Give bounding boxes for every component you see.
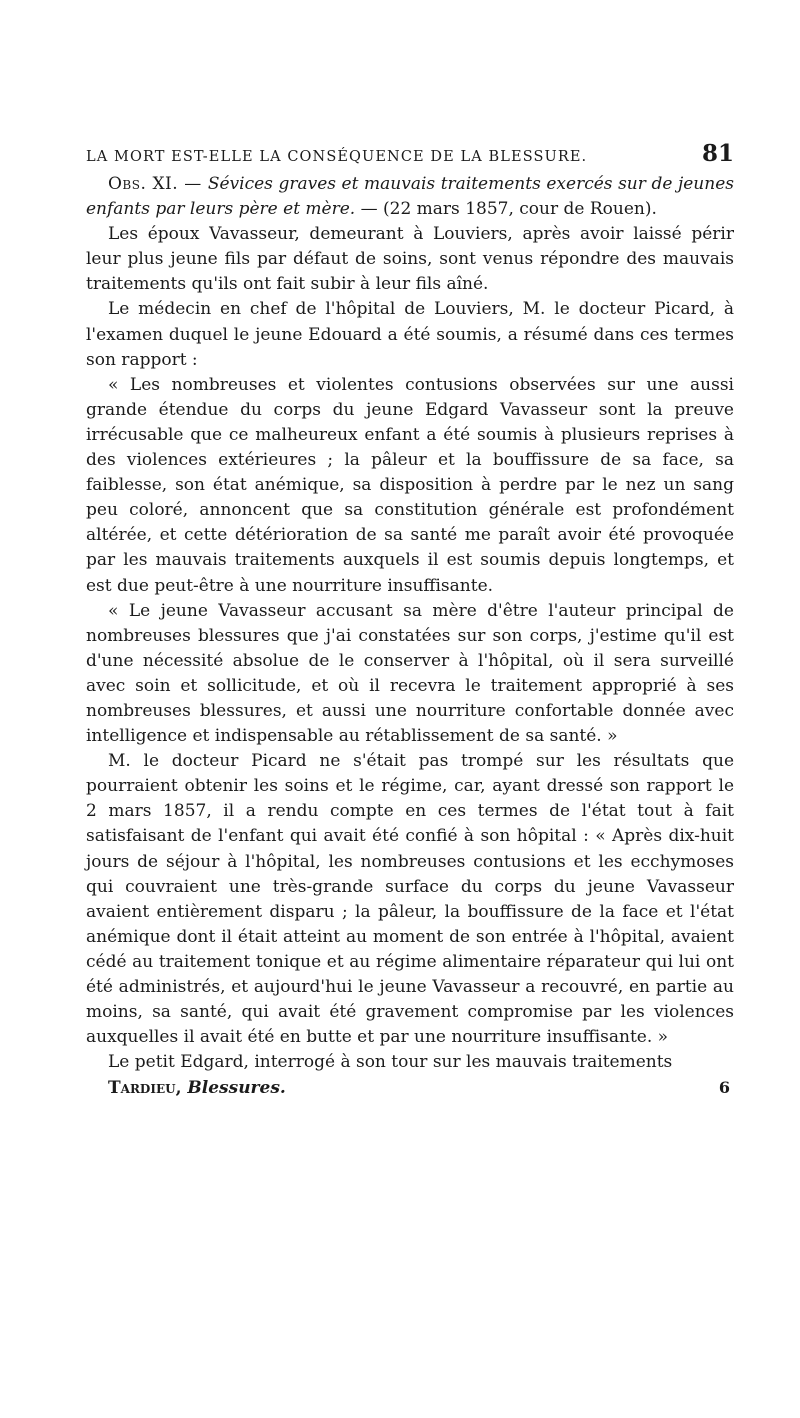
page-footer [86,1075,734,1101]
footer-work: Blessures. [187,1078,286,1099]
book-page [86,140,734,1101]
observation-title: Sévices graves et mauvais traitements exercés sur de jeunes enfants par leurs père et mère. [86,174,734,220]
paragraph: Le médecin en chef de l'hôpital de Louviers, M. le docteur Picard, à l'examen duquel le jeune Edouard a été soumis, a résumé dans ces termes son rapport : [86,299,734,370]
signature-mark: 6 [718,1078,730,1098]
observation-heading [86,172,734,222]
paragraph: Le petit Edgard, interrogé à son tour sur les mauvais traitements [108,1052,673,1073]
paragraph: « Le jeune Vavasseur accusant sa mère d'être l'auteur principal de nombreuses blessures que j'ai constatées sur son corps, j'estime qu'il est d'une nécessité absolue de le conserver à l'hôpital, où il sera surveillé avec soin et sollicitude, et où il recevra le traitement approprié à ses nombreuses blessures, et aussi une nourriture confortable donnée avec intelligence et indispensable au rétablissement de sa santé. » [86,600,734,747]
body-text [86,172,734,1075]
running-title: LA MORT EST-ELLE LA CONSÉQUENCE DE LA BLESSURE. [86,149,588,165]
paragraph: Les époux Vavasseur, demeurant à Louviers, après avoir laissé périr leur plus jeune fils par défaut de soins, sont venus répondre des mauvais traitements qu'ils ont fait subir à leur fils aîné. [86,224,734,295]
observation-label: Obs. XI. — [108,174,208,194]
footer-author: Tardieu, [108,1078,188,1099]
running-head [86,140,734,168]
page-number: 81 [701,140,734,167]
printer-signature [108,1076,286,1101]
observation-source: — (22 mars 1857, cour de Rouen). [355,199,657,220]
paragraph: « Les nombreuses et violentes contusions observées sur une aussi grande étendue du corps du jeune Edgard Vavasseur sont la preuve irrécusable que ce malheureux enfant a été soumis à plusieurs reprises à des violences extérieures ; la pâleur et la bouffissure de sa face, sa faiblesse, son état anémique, sa disposition à perdre par le nez un sang peu coloré, annoncent que sa constitution générale est profondément altérée, et cette détérioration de sa santé me paraît avoir été provoquée par les mauvais traitements auxquels il est soumis depuis longtemps, et est due peut-être à une nourriture insuffisante. [86,374,734,596]
paragraph: M. le docteur Picard ne s'était pas trompé sur les résultats que pourraient obtenir les soins et le régime, car, ayant dressé son rapport le 2 mars 1857, il a rendu compte en ces termes de l'état tout à fait satisfaisant de l'enfant qui avait été confié à son hôpital : « Après dix-huit jours de séjour à l'hôpital, les nombreuses contusions et les ecchymoses qui couvraient une très-grande surface du corps du jeune Vavasseur avaient entièrement disparu ; la pâleur, la bouffissure de la face et l'état anémique dont il était atteint au moment de son entrée à l'hôpital, avaient cédé au traitement tonique et au régime alimentaire réparateur qui lui ont été administrés, et aujourd'hui le jeune Vavasseur a recouvré, en partie au moins, sa santé, qui avait été gravement compromise par les violences auxquelles il avait été en butte et par une nourriture insuffisante. » [86,751,734,1048]
